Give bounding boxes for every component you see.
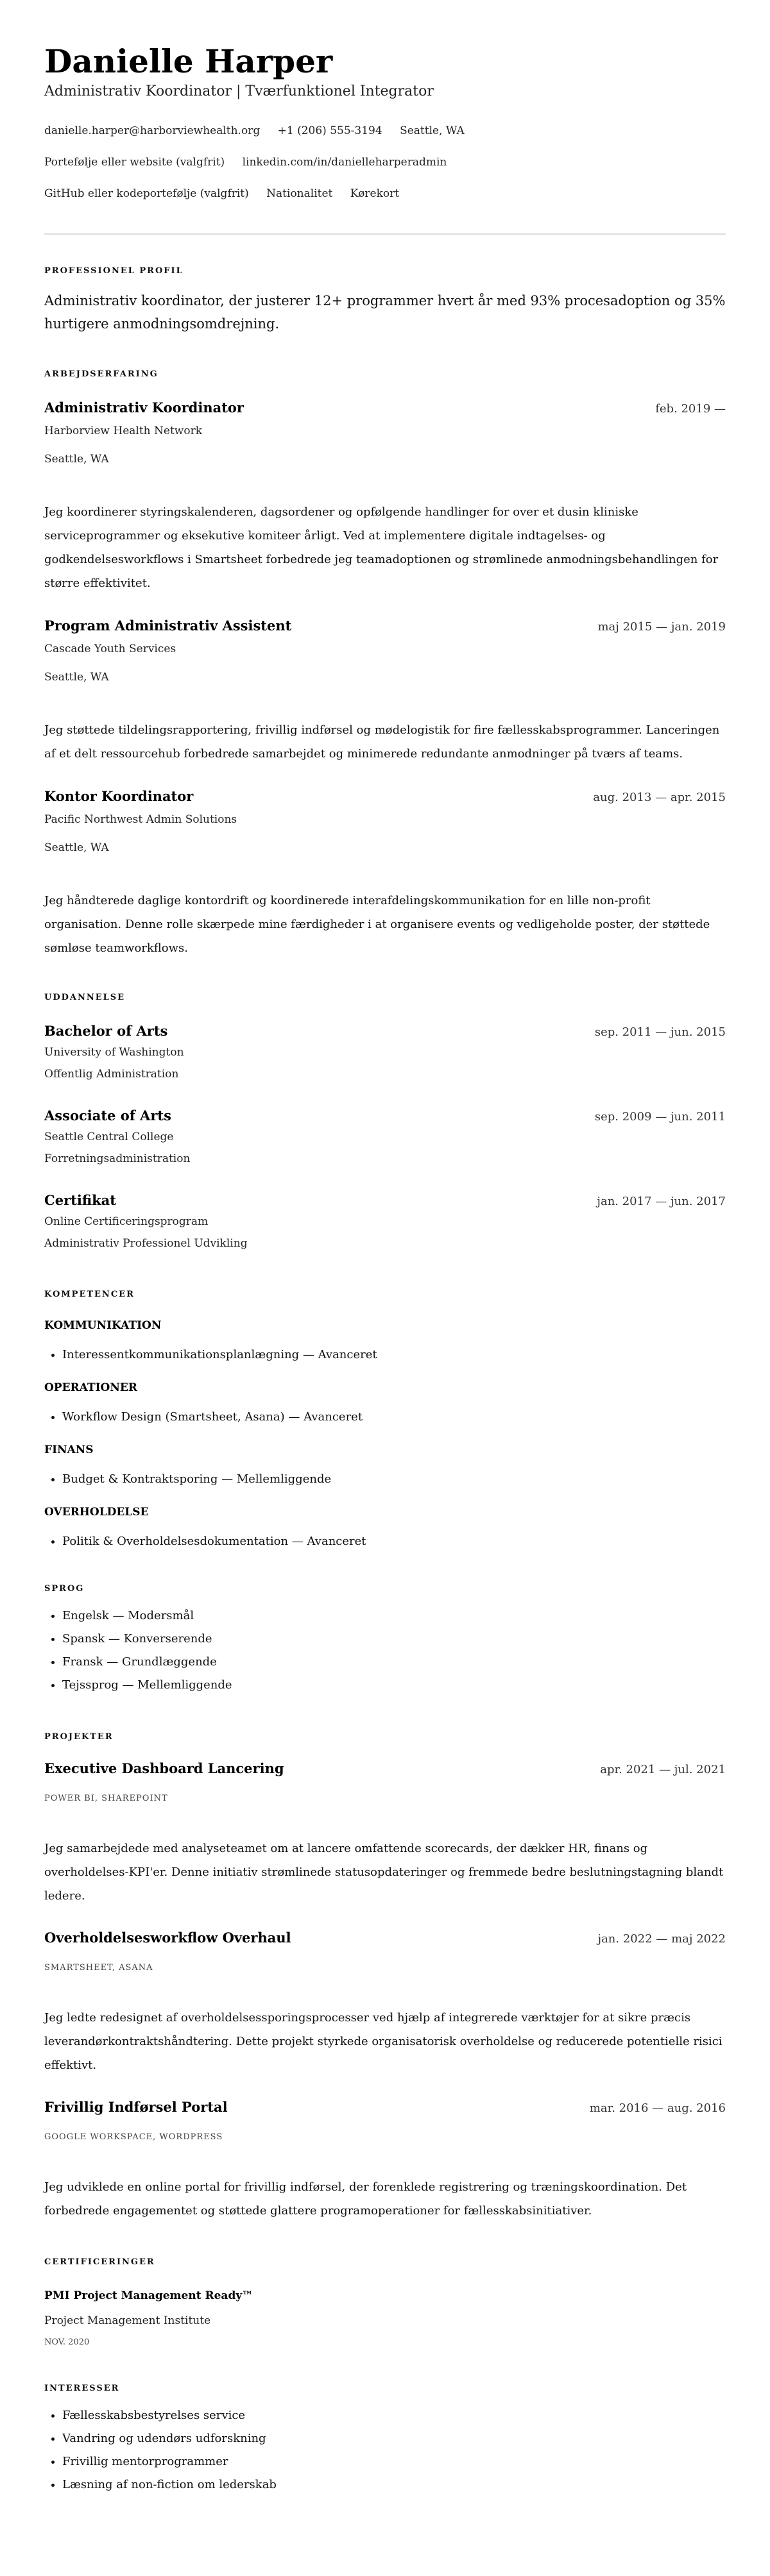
education-dates: sep. 2011 — jun. 2015 (594, 1025, 726, 1039)
education-dates: jan. 2017 — jun. 2017 (597, 1195, 726, 1208)
project-name: Executive Dashboard Lancering (44, 1760, 284, 1776)
nationality: Nationalitet (266, 187, 333, 200)
location: Seattle, WA (400, 124, 465, 137)
education-entry (44, 1022, 726, 1083)
certification-entry (44, 2288, 726, 2349)
interest-item: • Frivillig mentorprogrammer (62, 2450, 726, 2473)
skill-group-title: FINANS (44, 1444, 94, 1456)
education-entry (44, 1107, 726, 1168)
skill-group-title: OPERATIONER (44, 1381, 137, 1394)
section-title: INTERESSER (44, 2384, 120, 2393)
skill-item: • Politik & Overholdelsesdokumentation — Avanceret (62, 1530, 726, 1553)
project-description: Jeg samarbejdede med analyseteamet om at lancere omfattende scorecards, der dækker HR, finans og overholdelses-KPI'er. Denne initiativ strømlinede statusopdateringer og fremmede bedre beslutningstagning blandt ledere. (44, 1842, 724, 1903)
job-header (44, 617, 726, 636)
interest-item: • Vandring og udendørs udforskning (62, 2427, 726, 2450)
project-description: Jeg udviklede en online portal for frivillig indførsel, der forenklede registrering og træningskoordination. Det forbedrede engagementet og støttede glattere programoperationer for fællesskabsinitiativer. (44, 2180, 687, 2218)
interest-item: • Fællesskabsbestyrelses service (62, 2404, 726, 2427)
project-technologies: POWER BI, SHAREPOINT (44, 1794, 168, 1803)
email-link[interactable]: danielle.harper@harborviewhealth.org (44, 124, 261, 137)
skill-item: • Workflow Design (Smartsheet, Asana) — Avanceret (62, 1406, 726, 1429)
skill-group (44, 1442, 726, 1491)
field-of-study: Forretningsadministration (44, 1152, 191, 1165)
project-header (44, 2098, 726, 2117)
job-company: Harborview Health Network (44, 425, 203, 437)
project-dates: jan. 2022 — maj 2022 (597, 1932, 726, 1946)
section-title: UDDANNELSE (44, 993, 126, 1002)
job-entry (44, 617, 726, 766)
language-item: • Fransk — Grundlæggende (62, 1651, 726, 1674)
header-divider (44, 233, 726, 235)
job-description: Jeg koordinerer styringskalenderen, dagsordener og opfølgende handlinger for over et dusin kliniske serviceprogrammer og eksekutive komiteer årligt. Ved at implementere digitale indtagelses- og godkendelsesworkflows i Smartsheet forbedrede jeg teamadoptionen og strømlinede anmodningsbehandlingen for større effektivitet. (44, 505, 719, 590)
section-title: PROFESSIONEL PROFIL (44, 266, 184, 276)
education-entry (44, 1191, 726, 1252)
job-header (44, 399, 726, 418)
certification-issuer: Project Management Institute (44, 2314, 211, 2327)
job-description: Jeg håndterede daglige kontordrift og koordinerede interafdelingskommunikation for en lille non-profit organisation. Denne rolle skærpede mine færdigheder i at organisere events og vedligeholde poster, der støttede sømløse teamworkflows. (44, 894, 710, 955)
section-title: ARBEJDSERFARING (44, 369, 158, 379)
education-header (44, 1191, 726, 1211)
candidate-name: Danielle Harper (44, 42, 333, 80)
project-dates: mar. 2016 — aug. 2016 (589, 2101, 726, 2115)
project-description: Jeg ledte redesignet af overholdelsessporingsprocesser ved hjælp af integrerede værktøjer for at sikre præcis leverandørkontraktshåndtering. Dette projekt styrkede organisatorisk overholdelse og reducerede potentielle risici effektivt. (44, 2011, 723, 2072)
skill-item: • Interessentkommunikationsplanlægning — Avanceret (62, 1343, 726, 1367)
job-title: Administrativ Koordinator (44, 400, 244, 416)
profile-summary: Administrativ koordinator, der justerer 12+ programmer hvert år med 93% procesadoption og 35% hurtigere anmodningsomdrejning. (44, 293, 726, 332)
job-location: Seattle, WA (44, 841, 109, 854)
contact-line (44, 147, 726, 178)
certification-date: NOV. 2020 (44, 2337, 90, 2347)
candidate-headline: Administrativ Koordinator | Tværfunktionel Integrator (44, 83, 434, 99)
education-dates: sep. 2009 — jun. 2011 (594, 1110, 726, 1124)
section-title: SPROG (44, 1584, 85, 1594)
project-entry (44, 1760, 726, 1908)
field-of-study: Administrativ Professionel Udvikling (44, 1237, 248, 1250)
project-header (44, 1760, 726, 1779)
languages-list (44, 1604, 726, 1697)
contact-line (44, 115, 726, 147)
project-technologies: SMARTSHEET, ASANA (44, 1963, 153, 1973)
language-item: • Tejssprog — Mellemliggende (62, 1674, 726, 1697)
education-header (44, 1107, 726, 1126)
skill-group (44, 1318, 726, 1367)
language-item: • Spansk — Konverserende (62, 1628, 726, 1651)
interests-section (44, 2382, 726, 2535)
job-title: Program Administrativ Assistent (44, 618, 292, 634)
education-header (44, 1022, 726, 1041)
interests-list (44, 2404, 726, 2496)
skill-item: • Budget & Kontraktsporing — Mellemliggende (62, 1468, 726, 1491)
job-description: Jeg støttede tildelingsrapportering, frivillig indførsel og mødelogistik for fire fællesskabsprogrammer. Lanceringen af et delt ressourcehub forbedrede samarbejdet og minimerede redundante anmodninger på tværs af teams. (44, 723, 720, 761)
degree-title: Associate of Arts (44, 1107, 171, 1124)
skills-section (44, 1288, 726, 1553)
section-title: KOMPETENCER (44, 1290, 135, 1299)
portfolio-link[interactable]: Portefølje eller website (valgfrit) (44, 156, 225, 169)
job-title: Kontor Koordinator (44, 788, 194, 804)
degree-title: Certifikat (44, 1192, 116, 1208)
skill-list (44, 1468, 726, 1491)
job-header (44, 787, 726, 807)
school-name: Seattle Central College (44, 1131, 174, 1143)
phone-number: +1 (206) 555-3194 (277, 124, 382, 137)
field-of-study: Offentlig Administration (44, 1068, 179, 1081)
project-entry (44, 1929, 726, 2077)
certifications-section (44, 2256, 726, 2349)
degree-title: Bachelor of Arts (44, 1023, 168, 1039)
section-title: PROJEKTER (44, 1732, 114, 1742)
contact-line (44, 178, 726, 210)
skill-group-title: OVERHOLDELSE (44, 1506, 149, 1519)
skill-group-title: KOMMUNIKATION (44, 1319, 162, 1332)
job-location: Seattle, WA (44, 453, 109, 466)
contact-info (44, 115, 726, 210)
job-dates: feb. 2019 — (655, 402, 726, 416)
job-dates: maj 2015 — jan. 2019 (597, 620, 726, 634)
project-dates: apr. 2021 — jul. 2021 (600, 1763, 726, 1776)
section-title: CERTIFICERINGER (44, 2257, 155, 2267)
languages-section (44, 1583, 726, 1697)
resume-header (44, 42, 726, 210)
drivers-license: Kørekort (350, 187, 400, 200)
projects-section (44, 1731, 726, 2223)
job-company: Pacific Northwest Admin Solutions (44, 813, 237, 826)
interest-item: • Læsning af non-fiction om lederskab (62, 2473, 726, 2496)
job-location: Seattle, WA (44, 671, 109, 684)
skill-list (44, 1343, 726, 1367)
project-entry (44, 2098, 726, 2223)
job-entry (44, 399, 726, 595)
language-item: • Engelsk — Modersmål (62, 1604, 726, 1628)
education-section (44, 991, 726, 1252)
school-name: University of Washington (44, 1046, 184, 1059)
project-technologies: GOOGLE WORKSPACE, WORDPRESS (44, 2132, 223, 2142)
github-link[interactable]: GitHub eller kodeportefølje (valgfrit) (44, 187, 249, 200)
skill-list (44, 1530, 726, 1553)
profile-section (44, 265, 726, 335)
certification-name: PMI Project Management Ready™ (44, 2289, 253, 2302)
job-company: Cascade Youth Services (44, 643, 176, 655)
project-name: Frivillig Indførsel Portal (44, 2099, 228, 2115)
skill-group (44, 1504, 726, 1553)
project-name: Overholdelsesworkflow Overhaul (44, 1930, 291, 1946)
experience-section (44, 368, 726, 960)
job-entry (44, 787, 726, 960)
school-name: Online Certificeringsprogram (44, 1215, 209, 1228)
skill-list (44, 1406, 726, 1429)
job-dates: aug. 2013 — apr. 2015 (593, 791, 726, 804)
skill-group (44, 1380, 726, 1429)
project-header (44, 1929, 726, 1948)
linkedin-link[interactable]: linkedin.com/in/danielleharperadmin (242, 156, 447, 169)
